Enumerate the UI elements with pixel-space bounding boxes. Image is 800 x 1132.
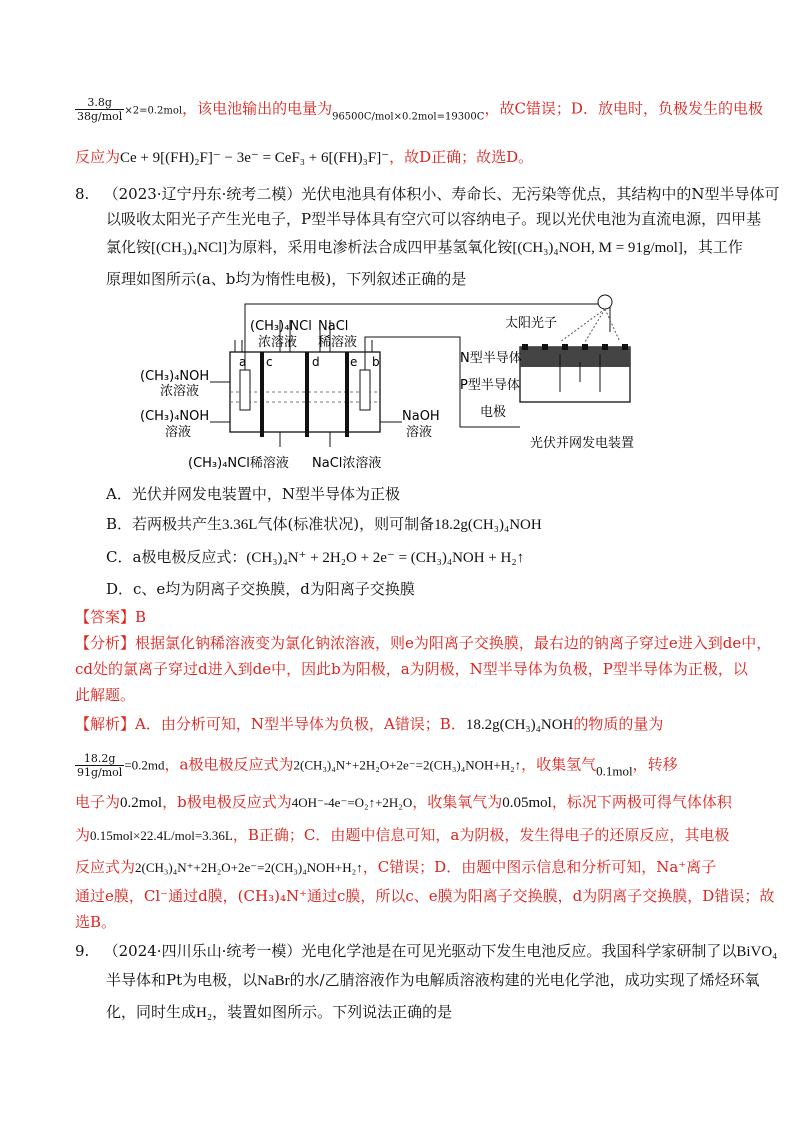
electrode-b [360,370,370,410]
svg-text:e: e [350,355,358,369]
q8-explain-3: 电子为0.2mol，b极电极反应式为4OH⁻-4e⁻=O₂↑+2H₂O，收集氧气为0.05mol，标况下两极可得气体体积 [75,793,732,811]
svg-text:N型半导体: N型半导体 [460,351,522,366]
svg-text:NaCl: NaCl [318,319,349,334]
q8-analysis-2: cd处的氯离子穿过d进入到de中，因此b为阳极，a为阴极，N型半导体为负极，P型半导体为正极，以 [75,660,748,678]
svg-text:d: d [312,355,320,369]
svg-text:(CH₃)₄NCl稀溶液: (CH₃)₄NCl稀溶液 [188,456,289,471]
svg-text:溶液: 溶液 [406,425,433,440]
q9-stem-line-2: 半导体和Pt为电极，以NaBr的水/乙腈溶液作为电解质溶液构建的光电化学池，成功实现了烯烃环氧 [106,971,760,989]
fraction: $\frac{3.8g}{\text{38g/mol}}$ [77,96,123,123]
q8-analysis-3: 此解题。 [75,686,136,704]
q8-answer: 【答案】B [75,608,147,626]
q8-stem-line-2: 以吸收太阳光子产生光电子，P型半导体具有空穴可以容纳电子。现以光伏电池为直流电源，四甲基 [106,210,762,228]
q8-explain-6: 通过e膜，Cl⁻通过d膜，(CH₃)₄N⁺通过c膜，所以c、e膜为阳离子交换膜，d为阴离子交换膜，D错误；故 [75,887,775,905]
svg-text:(CH₃)₄NOH: (CH₃)₄NOH [140,409,210,424]
q8-stem-line-3: 氯化铵[(CH₃)₄NCl]为原料，采用电渗析法合成四甲基氢氧化铵[(CH₃)₄NOH, M = 91g/mol]，其工作 [106,238,743,256]
q8-stem-line-4: 原理如图所示(a、b均为惰性电极)，下列叙述正确的是 [106,270,467,288]
q8-explain-5: 反应式为2(CH₃)₄N⁺+2H₂O+2e⁻=2(CH₃)₄NOH+H₂↑，C错误；D．由题中图示信息和分析可知，Na⁺离子 [75,858,717,876]
membrane-c [260,352,264,437]
svg-text:电极: 电极 [480,405,507,420]
svg-text:浓溶液: 浓溶液 [258,335,298,350]
electrodialysis-figure [140,292,670,477]
svg-text:(CH₃)₄NCl: (CH₃)₄NCl [250,319,312,334]
q8-explain-1: 【解析】A．由分析可知，N型半导体为负极，A错误；B．18.2g(CH₃)₄NOH的物质的量为 [75,715,664,733]
q8-analysis-1: 【分析】根据氯化钠稀溶液变为氯化钠浓溶液，则e为阳离子交换膜，最右边的钠离子穿过e进入到de中， [75,634,772,652]
q8-explain-4: 为0.15mol×22.4L/mol=3.36L，B正确；C．由题中信息可知，a为阴极，发生得电子的还原反应，其电极 [75,826,730,844]
svg-text:NaOH: NaOH [402,409,440,424]
svg-text:太阳光子: 太阳光子 [505,316,558,331]
svg-text:b: b [372,355,380,369]
q8-option-d: D．c、e均为阴离子交换膜，d为阳离子交换膜 [106,580,415,598]
svg-text:a: a [239,355,247,369]
membrane-e [345,352,349,437]
q8-explain-2: $\frac{18.2g}{\text{91g/mol}}$ =0.2md，a极电极反应式为2(CH₃)₄N⁺+2H₂O+2e⁻=2(CH₃)₄NOH+H₂↑，收集氢气0.1mol，转移 [77,752,678,779]
q8-stem-line-1: 8. （2023·辽宁丹东·统考二模）光伏电池具有体积小、寿命长、无污染等优点，其结构中的N型半导体可 [75,185,780,203]
svg-text:NaCl浓溶液: NaCl浓溶液 [312,456,382,471]
q9-stem-line-3: 化，同时生成H₂，装置如图所示。下列说法正确的是 [106,1003,453,1021]
svg-text:浓溶液: 浓溶液 [160,384,200,399]
membrane-d [305,352,309,437]
electrode-a [240,370,250,410]
q8-option-b: B．若两极共产生3.36L气体(标准状况)，则可制备18.2g(CH₃)₄NOH [106,515,542,533]
q8-explain-7: 选B。 [75,913,117,931]
q9-stem-line-1: 9. （2024·四川乐山·统考一模）光电化学池是在可见光驱动下发生电池反应。我国科学家研制了以BiVO₄ [75,942,778,960]
sun-icon [598,295,612,309]
q8-option-a: A．光伏并网发电装置中，N型半导体为正极 [106,485,400,503]
prev-line-1: $\frac{3.8g}{\text{38g/mol}}$ ×2=0.2mol，该电池输出的电量为$_{96500C/mol\times 0.2mol=19300C}$，故C错误；D．放电时，负极发生的电极 [77,96,763,123]
q8-option-c: C．a极电极反应式：(CH₃)₄N⁺ + 2H₂O + 2e⁻ = (CH₃)₄NOH + H₂↑ [106,548,525,566]
svg-text:稀溶液: 稀溶液 [318,335,358,350]
svg-text:(CH₃)₄NOH: (CH₃)₄NOH [140,369,210,384]
svg-text:光伏并网发电装置: 光伏并网发电装置 [530,436,635,451]
svg-text:c: c [266,355,273,369]
svg-text:溶液: 溶液 [165,425,192,440]
prev-line-2: 反应为Ce + 9[(FH)₂F]⁻ − 3e⁻ = CeF₃ + 6[(FH)₃F]⁻，故D正确；故选D。 [75,148,534,166]
svg-text:P型半导体: P型半导体 [460,378,520,393]
